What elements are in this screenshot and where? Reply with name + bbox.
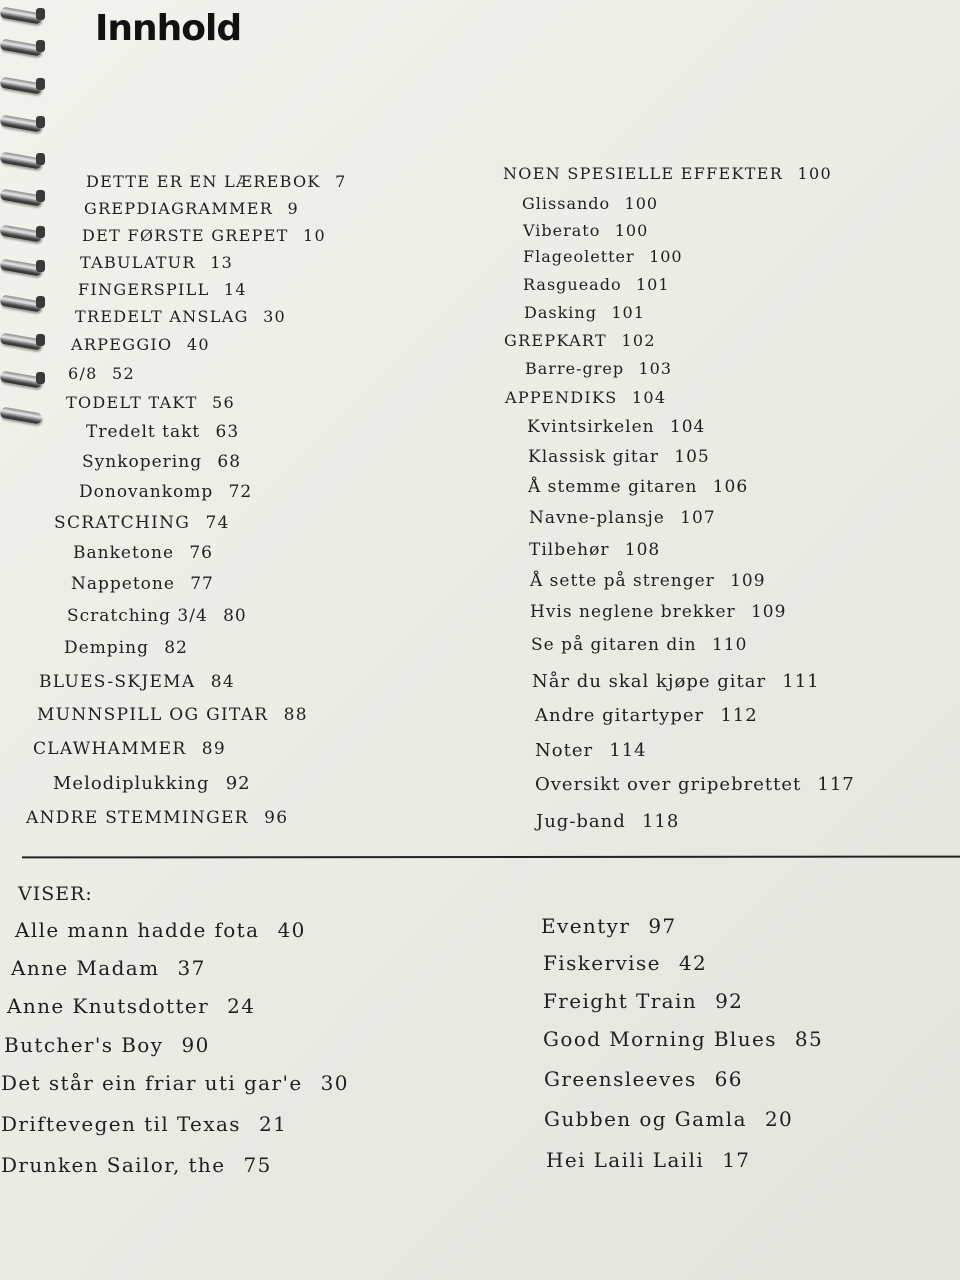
toc-entry: Synkopering 68: [82, 452, 242, 472]
toc-entry: Donovankomp 72: [79, 482, 253, 502]
song-entry: Alle mann hadde fota 40: [15, 918, 306, 942]
song-entry: Gubben og Gamla 20: [544, 1107, 794, 1131]
toc-entry: Demping 82: [64, 638, 188, 658]
toc-entry: Barre-grep 103: [525, 359, 673, 378]
toc-entry: Navne-plansje 107: [529, 508, 716, 528]
toc-entry: BLUES-SKJEMA 84: [39, 672, 235, 692]
toc-entry: APPENDIKS 104: [505, 388, 667, 407]
spiral-binding: [0, 0, 48, 440]
toc-entry: ARPEGGIO 40: [71, 335, 210, 354]
song-entry: Eventyr 97: [541, 914, 677, 938]
song-entry: Greensleeves 66: [544, 1067, 743, 1091]
toc-entry: TODELT TAKT 56: [66, 393, 236, 412]
toc-entry: Når du skal kjøpe gitar 111: [532, 671, 820, 692]
toc-entry: Oversikt over gripebrettet 117: [535, 774, 855, 795]
song-entry: Hei Laili Laili 17: [546, 1148, 751, 1172]
toc-entry: Se på gitaren din 110: [531, 635, 748, 655]
toc-entry: Å stemme gitaren 106: [528, 477, 749, 497]
toc-entry: Dasking 101: [524, 303, 645, 322]
toc-entry: Rasgueado 101: [523, 275, 670, 294]
toc-entry: SCRATCHING 74: [54, 513, 230, 533]
page-title: Innhold: [95, 8, 242, 49]
toc-entry: Tredelt takt 63: [86, 422, 240, 442]
toc-entry: Klassisk gitar 105: [528, 447, 710, 467]
toc-entry: TREDELT ANSLAG 30: [75, 307, 287, 326]
toc-entry: ANDRE STEMMINGER 96: [26, 808, 289, 828]
songs-heading: VISER:: [18, 883, 93, 905]
toc-entry: Nappetone 77: [71, 574, 214, 594]
song-entry: Anne Knutsdotter 24: [7, 994, 256, 1018]
toc-entry: Flageoletter 100: [523, 247, 683, 266]
toc-entry: Banketone 76: [73, 543, 213, 563]
section-divider: [22, 856, 960, 859]
toc-entry: Å sette på strenger 109: [530, 571, 766, 591]
song-entry: Butcher's Boy 90: [4, 1033, 210, 1057]
toc-entry: Hvis neglene brekker 109: [530, 602, 787, 622]
toc-entry: Scratching 3/4 80: [67, 606, 247, 626]
toc-entry: TABULATUR 13: [80, 253, 234, 272]
toc-entry: 6/8 52: [68, 364, 136, 383]
song-entry: Good Morning Blues 85: [543, 1027, 824, 1051]
song-entry: Freight Train 92: [543, 989, 744, 1013]
song-entry: Drunken Sailor, the 75: [1, 1153, 272, 1177]
toc-entry: Jug-band 118: [536, 811, 680, 832]
toc-entry: DET FØRSTE GREPET 10: [82, 226, 327, 245]
toc-entry: GREPKART 102: [504, 331, 656, 350]
song-entry: Anne Madam 37: [11, 956, 206, 980]
toc-entry: Melodiplukking 92: [53, 773, 251, 794]
toc-entry: Tilbehør 108: [529, 540, 661, 560]
toc-entry: NOEN SPESIELLE EFFEKTER 100: [503, 164, 832, 183]
toc-entry: Kvintsirkelen 104: [527, 417, 706, 437]
toc-entry: MUNNSPILL OG GITAR 88: [37, 705, 308, 725]
song-entry: Fiskervise 42: [543, 951, 708, 975]
toc-entry: CLAWHAMMER 89: [33, 739, 227, 759]
toc-entry: Glissando 100: [522, 194, 659, 213]
toc-entry: FINGERSPILL 14: [78, 280, 247, 299]
toc-entry: Andre gitartyper 112: [535, 705, 758, 726]
song-entry: Driftevegen til Texas 21: [1, 1112, 288, 1136]
toc-entry: Viberato 100: [523, 221, 649, 240]
toc-entry: Noter 114: [535, 740, 647, 761]
toc-entry: GREPDIAGRAMMER 9: [84, 199, 299, 218]
toc-entry: DETTE ER EN LÆREBOK 7: [86, 172, 347, 191]
song-entry: Det står ein friar uti gar'e 30: [1, 1071, 349, 1095]
